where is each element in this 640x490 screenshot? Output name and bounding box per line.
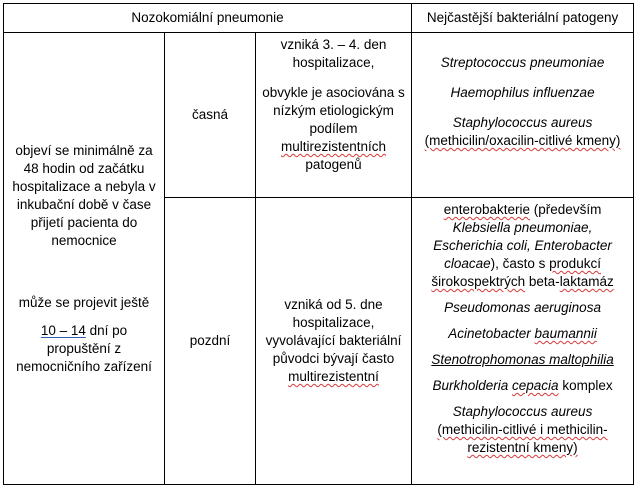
pathogen-staph-note: (methicilin/oxacilin-citlivé kmeny) — [424, 133, 621, 148]
late-onset-word: multirezistentní — [288, 369, 379, 384]
late-pathogens — [412, 198, 634, 485]
acineto-genus: Acinetobacter — [448, 326, 531, 341]
early-assoc-post: patogenů — [305, 157, 362, 172]
burk-suffix: komplex — [562, 378, 613, 393]
definition-days-line — [9, 322, 159, 376]
late-onset — [261, 296, 406, 386]
pathogen-pseudomonas: Pseudomonas aeruginosa — [444, 300, 601, 315]
pneumonia-table — [3, 3, 634, 485]
pathogen-staph-late: Staphylococcus aureus — [452, 404, 593, 419]
late-onset-text: vzniká od 5. dne hospitalizace, vyvolávající bakteriální původci bývají často — [265, 297, 402, 366]
early-row — [4, 33, 634, 198]
definition-text: objeví se minimálně za 48 hodin od začátku hospitalizace a nebyla v inkubační době v čase přijetí pacienta do nemocnice — [12, 142, 156, 248]
pathogen-stenotrophomonas: Stenotrophomonas maltophilia — [431, 352, 614, 367]
entero-sirokospektrych: širokospektrých — [431, 274, 526, 289]
pathogen-strep: Streptococcus pneumoniae — [440, 55, 605, 70]
definition-suffix: dní po propuštění z nemocničního zařízení — [16, 322, 152, 374]
early-assoc-word: multirezistentních — [280, 139, 387, 154]
burk-genus: Burkholderia — [432, 378, 509, 393]
entero-produkci: produkcí — [549, 256, 601, 271]
header-pathogens: Nejčastější bakteriální patogeny — [412, 4, 634, 33]
definition-prefix: může se projevit ještě — [18, 294, 150, 310]
early-association — [261, 84, 406, 174]
header-nosocomial-pneumonia: Nozokomiální pneumonie — [4, 4, 412, 33]
entero-after: ), často s — [490, 256, 546, 271]
pathogen-enterobacteria — [417, 201, 628, 291]
days-range: 10 – 14 — [40, 322, 86, 338]
early-onset: vzniká 3. – 4. den hospitalizace, — [280, 37, 387, 70]
pathogen-haemophilus: Haemophilus influenzae — [450, 85, 595, 100]
entero-species: Klebsiella pneumoniae, Escherichia coli, Enterobacter cloacae — [433, 220, 612, 271]
entero-paren: (především — [533, 202, 602, 217]
pathogen-acinetobacter — [417, 325, 628, 343]
early-label: časná — [165, 33, 256, 198]
pathogen-staph-late-note: (methicilin-citlivé i methicilin-rezistentní kmeny) — [437, 422, 608, 455]
entero-beta: beta- — [528, 274, 560, 289]
acineto-species: baumannii — [534, 326, 597, 341]
burk-species: cepacia — [512, 378, 559, 393]
late-label: pozdní — [165, 198, 256, 485]
late-description — [256, 198, 412, 485]
early-assoc-text: obvykle je asociována s nízkým etiologickým podílem — [262, 85, 405, 136]
early-pathogens — [412, 33, 634, 198]
pathogen-burkholderia — [417, 377, 628, 395]
entero-word: enterobakterie — [443, 202, 531, 217]
header-row — [4, 4, 634, 33]
entero-laktamaz: laktamáz — [559, 274, 614, 289]
early-description — [256, 33, 412, 198]
definition-cell — [4, 33, 165, 485]
pathogen-staph: Staphylococcus aureus — [452, 115, 593, 130]
